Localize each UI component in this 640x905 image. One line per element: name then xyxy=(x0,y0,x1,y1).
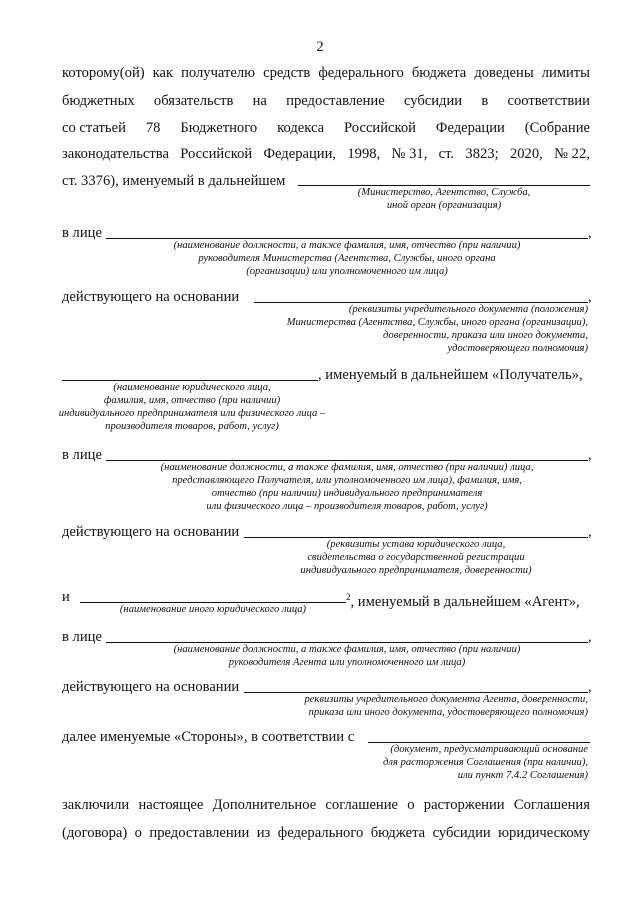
final-line2 xyxy=(62,824,590,842)
word: кодекса xyxy=(277,120,325,136)
face2-caption-3: отчество (при наличии) индивидуального предпринимателя xyxy=(211,488,483,499)
face3-label: в лице xyxy=(62,629,102,645)
face1-label: в лице xyxy=(62,225,102,241)
parties-caption-2: для расторжения Соглашения (при наличии), xyxy=(382,757,588,768)
word: федерального xyxy=(277,825,364,841)
face2-caption-1: (наименование должности, а также фамилия, имя, отчество (при наличии) лица, xyxy=(160,462,534,473)
word: бюджетных xyxy=(62,93,135,109)
basis1-caption-3: доверенности, приказа или иного документа, xyxy=(383,330,588,341)
face3-caption-2: руководителя Агента или уполномоченного им лица) xyxy=(228,657,466,668)
ministry-caption-1: (Министерство, Агентство, Служба, xyxy=(357,187,531,198)
word: Российской xyxy=(344,120,416,136)
recipient-caption-1: (наименование юридического лица, xyxy=(113,382,271,393)
agent-caption: (наименование иного юридического лица) xyxy=(119,604,307,615)
word: о xyxy=(134,825,142,841)
face1-comma: , xyxy=(588,225,592,241)
word: юридическому xyxy=(498,825,590,841)
word: субсидии xyxy=(432,825,491,841)
face2-caption-4: или физического лица – производителя товаров, работ, услуг) xyxy=(206,501,488,512)
word: (Собрание xyxy=(524,120,590,136)
para1-line3 xyxy=(62,119,590,137)
word: предоставлении xyxy=(149,825,250,841)
basis1-comma: , xyxy=(588,289,592,305)
word: настоящее xyxy=(138,797,204,813)
parties-caption-1: (документ, предусматривающий основание xyxy=(390,744,588,755)
word: доведены xyxy=(474,65,534,81)
face2-caption-2: представляющего Получателя, или уполномоченного им лица), фамилия, имя, xyxy=(172,475,522,486)
para1-line1 xyxy=(62,64,590,82)
basis2-label: действующего на основании xyxy=(62,524,240,540)
word: соглашение xyxy=(325,797,399,813)
basis3-label: действующего на основании xyxy=(62,679,240,695)
word: на xyxy=(252,93,267,109)
basis1-caption-1: (реквизиты учредительного документа (положения) xyxy=(348,304,588,315)
face1-caption-1: (наименование должности, а также фамилия, имя, отчество (при наличии) xyxy=(173,240,521,251)
word: 78 xyxy=(145,120,161,136)
word: (договора) xyxy=(62,825,128,841)
word: Российской xyxy=(180,146,253,162)
word: Соглашения xyxy=(513,797,590,813)
word: обязательств xyxy=(153,93,234,109)
agent-label: и xyxy=(62,589,70,605)
word: № 31, xyxy=(391,146,428,162)
recipient-text: , именуемый в дальнейшем «Получатель», xyxy=(318,367,583,383)
word: Дополнительное xyxy=(212,797,317,813)
final-line1 xyxy=(62,796,590,814)
word: 3823; xyxy=(465,146,499,162)
word: о xyxy=(407,797,415,813)
word: законодательства xyxy=(62,146,169,162)
basis1-label: действующего на основании xyxy=(62,289,240,305)
word: расторжении xyxy=(423,797,505,813)
basis2-comma: , xyxy=(588,524,592,540)
word: № 22, xyxy=(554,146,590,162)
word: заключили xyxy=(62,797,130,813)
face2-comma: , xyxy=(588,447,592,463)
word: которому(ой) xyxy=(62,65,145,81)
word: федерального xyxy=(318,65,404,81)
word: Федерации xyxy=(435,120,505,136)
face3-comma: , xyxy=(588,629,592,645)
word: 1998, xyxy=(347,146,381,162)
para1-line4 xyxy=(62,145,590,163)
basis2-caption-2: свидетельства о государственной регистрации xyxy=(307,552,525,563)
word: средств xyxy=(263,65,311,81)
word: получателю xyxy=(181,65,256,81)
word: Федерации, xyxy=(263,146,337,162)
parties-caption-3: или пункт 7.4.2 Соглашения) xyxy=(457,770,588,781)
basis2-caption-3: индивидуального предпринимателя, доверенности) xyxy=(300,565,532,576)
recipient-caption-3: индивидуального предпринимателя или физического лица – xyxy=(58,408,326,419)
word: бюджета xyxy=(370,825,426,841)
word: субсидии xyxy=(403,93,463,109)
para1-line5: ст. 3376), именуемый в дальнейшем xyxy=(62,173,286,189)
parties-label: далее именуемые «Стороны», в соответствии с xyxy=(62,729,355,745)
word: соответствии xyxy=(507,93,590,109)
basis3-caption-1: реквизиты учредительного документа Агента, доверенности, xyxy=(304,694,588,705)
word: со статьей xyxy=(62,120,126,136)
basis2-caption-1: (реквизиты устава юридического лица, xyxy=(326,539,506,550)
recipient-caption-4: производителя товаров, работ, услуг) xyxy=(105,421,279,432)
face1-caption-2: руководителя Министерства (Агентства, Службы, иного органа xyxy=(198,253,496,264)
face3-caption-1: (наименование должности, а также фамилия, имя, отчество (при наличии) xyxy=(173,644,521,655)
word: предоставление xyxy=(286,93,385,109)
word: Бюджетного xyxy=(180,120,258,136)
basis1-caption-4: удостоверяющего полномочия) xyxy=(447,343,588,354)
word: из xyxy=(256,825,271,841)
face2-label: в лице xyxy=(62,447,102,463)
word: бюджета xyxy=(411,65,467,81)
agent-text-body: , именуемый в дальнейшем «Агент», xyxy=(350,594,580,610)
word: 2020, xyxy=(509,146,543,162)
word: как xyxy=(152,65,174,81)
agent-text xyxy=(346,588,580,611)
basis1-caption-2: Министерства (Агентства, Службы, иного органа (организации), xyxy=(286,317,588,328)
word: ст. xyxy=(438,146,455,162)
page-number: 2 xyxy=(316,39,324,55)
face1-caption-3: (организации) или уполномоченного им лица) xyxy=(246,266,448,277)
footnote-2-marker: 2 xyxy=(346,592,351,602)
ministry-caption-2: иной орган (организация) xyxy=(386,200,502,211)
basis3-caption-2: приказа или иного документа, удостоверяющего полномочия) xyxy=(308,707,588,718)
basis3-comma: , xyxy=(588,679,592,695)
word: в xyxy=(481,93,489,109)
para1-line2 xyxy=(62,92,590,110)
word: лимиты xyxy=(541,65,590,81)
recipient-caption-2: фамилия, имя, отчество (при наличии) xyxy=(103,395,281,406)
